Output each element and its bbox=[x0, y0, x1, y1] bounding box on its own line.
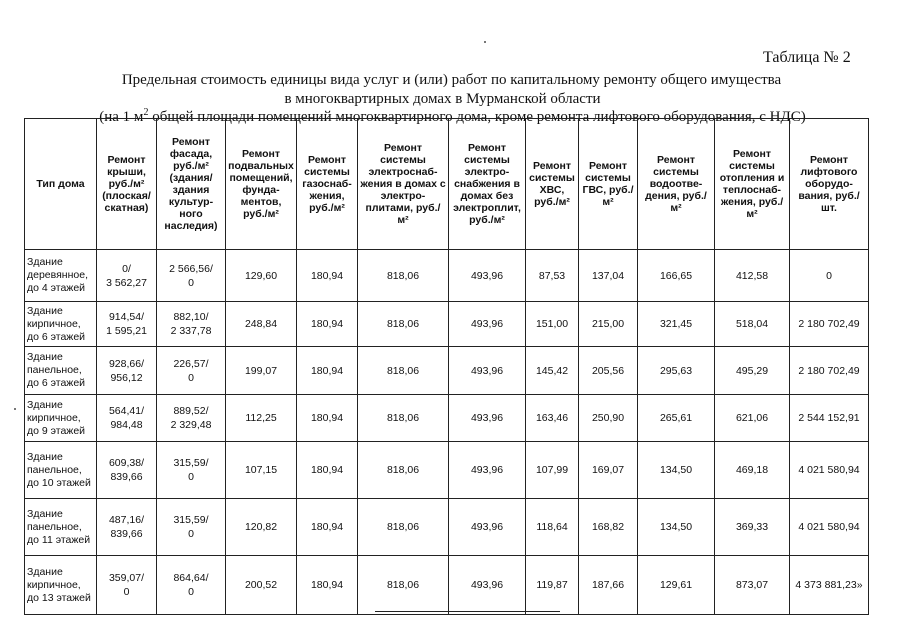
value-cell: 818,06 bbox=[358, 442, 449, 499]
value-cell: 315,59/ 0 bbox=[157, 442, 226, 499]
table-row bbox=[25, 347, 869, 395]
value-cell: 2 544 152,91 bbox=[790, 395, 869, 442]
building-type-cell: Здание кирпичное, до 13 этажей bbox=[25, 556, 97, 615]
building-type-cell: Здание кирпичное, до 6 этажей bbox=[25, 302, 97, 347]
header-elevator: Ремонт лифтового оборудо- вания, руб./шт. bbox=[790, 119, 869, 250]
value-cell: 882,10/ 2 337,78 bbox=[157, 302, 226, 347]
scan-speck bbox=[14, 408, 16, 410]
value-cell: 265,61 bbox=[638, 395, 715, 442]
title-line-3-superscript: 2 bbox=[143, 107, 149, 118]
value-cell: 163,46 bbox=[526, 395, 579, 442]
value-cell: 818,06 bbox=[358, 250, 449, 302]
value-cell: 119,87 bbox=[526, 556, 579, 615]
value-cell: 166,65 bbox=[638, 250, 715, 302]
value-cell: 226,57/ 0 bbox=[157, 347, 226, 395]
value-cell: 487,16/ 839,66 bbox=[97, 499, 157, 556]
value-cell: 818,06 bbox=[358, 556, 449, 615]
table-row bbox=[25, 250, 869, 302]
value-cell: 129,61 bbox=[638, 556, 715, 615]
value-cell: 4 021 580,94 bbox=[790, 499, 869, 556]
header-gas: Ремонт системы газоснаб- жения, руб./м² bbox=[297, 119, 358, 250]
value-cell: 564,41/ 984,48 bbox=[97, 395, 157, 442]
value-cell: 145,42 bbox=[526, 347, 579, 395]
scan-speck bbox=[484, 41, 486, 43]
value-cell: 250,90 bbox=[579, 395, 638, 442]
value-cell: 889,52/ 2 329,48 bbox=[157, 395, 226, 442]
value-cell: 609,38/ 839,66 bbox=[97, 442, 157, 499]
value-cell: 818,06 bbox=[358, 302, 449, 347]
value-cell: 493,96 bbox=[449, 250, 526, 302]
header-facade: Ремонт фасада, руб./м² (здания/ здания культур- ного наследия) bbox=[157, 119, 226, 250]
header-row bbox=[25, 119, 869, 250]
header-basement: Ремонт подвальных помещений, фунда- ментов, руб./м² bbox=[226, 119, 297, 250]
value-cell: 2 180 702,49 bbox=[790, 302, 869, 347]
table-number: Таблица № 2 bbox=[763, 49, 851, 66]
value-cell: 818,06 bbox=[358, 395, 449, 442]
value-cell: 187,66 bbox=[579, 556, 638, 615]
value-cell: 4 021 580,94 bbox=[790, 442, 869, 499]
table-row bbox=[25, 499, 869, 556]
value-cell: 180,94 bbox=[297, 250, 358, 302]
building-type-cell: Здание панельное, до 10 этажей bbox=[25, 442, 97, 499]
building-type-cell: Здание кирпичное, до 9 этажей bbox=[25, 395, 97, 442]
value-cell: 369,33 bbox=[715, 499, 790, 556]
value-cell: 205,56 bbox=[579, 347, 638, 395]
value-cell: 180,94 bbox=[297, 499, 358, 556]
value-cell: 118,64 bbox=[526, 499, 579, 556]
value-cell: 180,94 bbox=[297, 395, 358, 442]
value-cell: 493,96 bbox=[449, 302, 526, 347]
header-building-type: Тип дома bbox=[25, 119, 97, 250]
value-cell: 2 566,56/ 0 bbox=[157, 250, 226, 302]
value-cell: 928,66/ 956,12 bbox=[97, 347, 157, 395]
value-cell: 180,94 bbox=[297, 556, 358, 615]
value-cell: 469,18 bbox=[715, 442, 790, 499]
value-cell: 518,04 bbox=[715, 302, 790, 347]
value-cell: 315,59/ 0 bbox=[157, 499, 226, 556]
value-cell: 134,50 bbox=[638, 499, 715, 556]
value-cell: 129,60 bbox=[226, 250, 297, 302]
value-cell: 180,94 bbox=[297, 442, 358, 499]
title-line-3-end: общей площади помещений многоквартирного дома, кроме ремонта лифтового оборудования, с НДС) bbox=[148, 109, 806, 125]
title-line-3-start: (на 1 м bbox=[99, 109, 144, 125]
value-cell: 495,29 bbox=[715, 347, 790, 395]
value-cell: 873,07 bbox=[715, 556, 790, 615]
value-cell: 0 bbox=[790, 250, 869, 302]
value-cell: 818,06 bbox=[358, 499, 449, 556]
value-cell: 493,96 bbox=[449, 347, 526, 395]
footer-rule bbox=[375, 611, 560, 612]
table-row bbox=[25, 395, 869, 442]
building-type-cell: Здание панельное, до 11 этажей bbox=[25, 499, 97, 556]
header-roof: Ремонт крыши, руб./м² (плоская/ скатная) bbox=[97, 119, 157, 250]
value-cell: 493,96 bbox=[449, 499, 526, 556]
value-cell: 914,54/ 1 595,21 bbox=[97, 302, 157, 347]
value-cell: 493,96 bbox=[449, 556, 526, 615]
value-cell: 621,06 bbox=[715, 395, 790, 442]
header-drainage: Ремонт системы водоотве- дения, руб./м² bbox=[638, 119, 715, 250]
header-hot-water: Ремонт системы ГВС, руб./м² bbox=[579, 119, 638, 250]
value-cell: 180,94 bbox=[297, 347, 358, 395]
value-cell: 295,63 bbox=[638, 347, 715, 395]
cost-table bbox=[24, 118, 869, 615]
value-cell: 4 373 881,23» bbox=[790, 556, 869, 615]
value-cell: 107,99 bbox=[526, 442, 579, 499]
title-line-1: Предельная стоимость единицы вида услуг и (или) работ по капитальному ремонту общего имущества bbox=[121, 72, 782, 88]
value-cell: 200,52 bbox=[226, 556, 297, 615]
building-type-cell: Здание деревянное, до 4 этажей bbox=[25, 250, 97, 302]
value-cell: 248,84 bbox=[226, 302, 297, 347]
title-line-2: в многоквартирных домах в Мурманской области bbox=[284, 91, 601, 107]
value-cell: 120,82 bbox=[226, 499, 297, 556]
value-cell: 359,07/ 0 bbox=[97, 556, 157, 615]
table-row bbox=[25, 556, 869, 615]
header-cold-water: Ремонт системы ХВС, руб./м² bbox=[526, 119, 579, 250]
value-cell: 2 180 702,49 bbox=[790, 347, 869, 395]
header-heating: Ремонт системы отопления и теплоснаб- жения, руб./м² bbox=[715, 119, 790, 250]
value-cell: 321,45 bbox=[638, 302, 715, 347]
table-row bbox=[25, 302, 869, 347]
header-electric-no-stoves: Ремонт системы электро- снабжения в домах без электроплит, руб./м² bbox=[449, 119, 526, 250]
value-cell: 169,07 bbox=[579, 442, 638, 499]
value-cell: 87,53 bbox=[526, 250, 579, 302]
value-cell: 864,64/ 0 bbox=[157, 556, 226, 615]
header-electric-stoves: Ремонт системы электроснаб- жения в домах с электро- плитами, руб./м² bbox=[358, 119, 449, 250]
value-cell: 215,00 bbox=[579, 302, 638, 347]
value-cell: 412,58 bbox=[715, 250, 790, 302]
value-cell: 134,50 bbox=[638, 442, 715, 499]
building-type-cell: Здание панельное, до 6 этажей bbox=[25, 347, 97, 395]
value-cell: 151,00 bbox=[526, 302, 579, 347]
value-cell: 137,04 bbox=[579, 250, 638, 302]
table-row bbox=[25, 442, 869, 499]
value-cell: 112,25 bbox=[226, 395, 297, 442]
value-cell: 180,94 bbox=[297, 302, 358, 347]
value-cell: 493,96 bbox=[449, 442, 526, 499]
value-cell: 818,06 bbox=[358, 347, 449, 395]
value-cell: 493,96 bbox=[449, 395, 526, 442]
value-cell: 199,07 bbox=[226, 347, 297, 395]
value-cell: 168,82 bbox=[579, 499, 638, 556]
value-cell: 0/ 3 562,27 bbox=[97, 250, 157, 302]
value-cell: 107,15 bbox=[226, 442, 297, 499]
